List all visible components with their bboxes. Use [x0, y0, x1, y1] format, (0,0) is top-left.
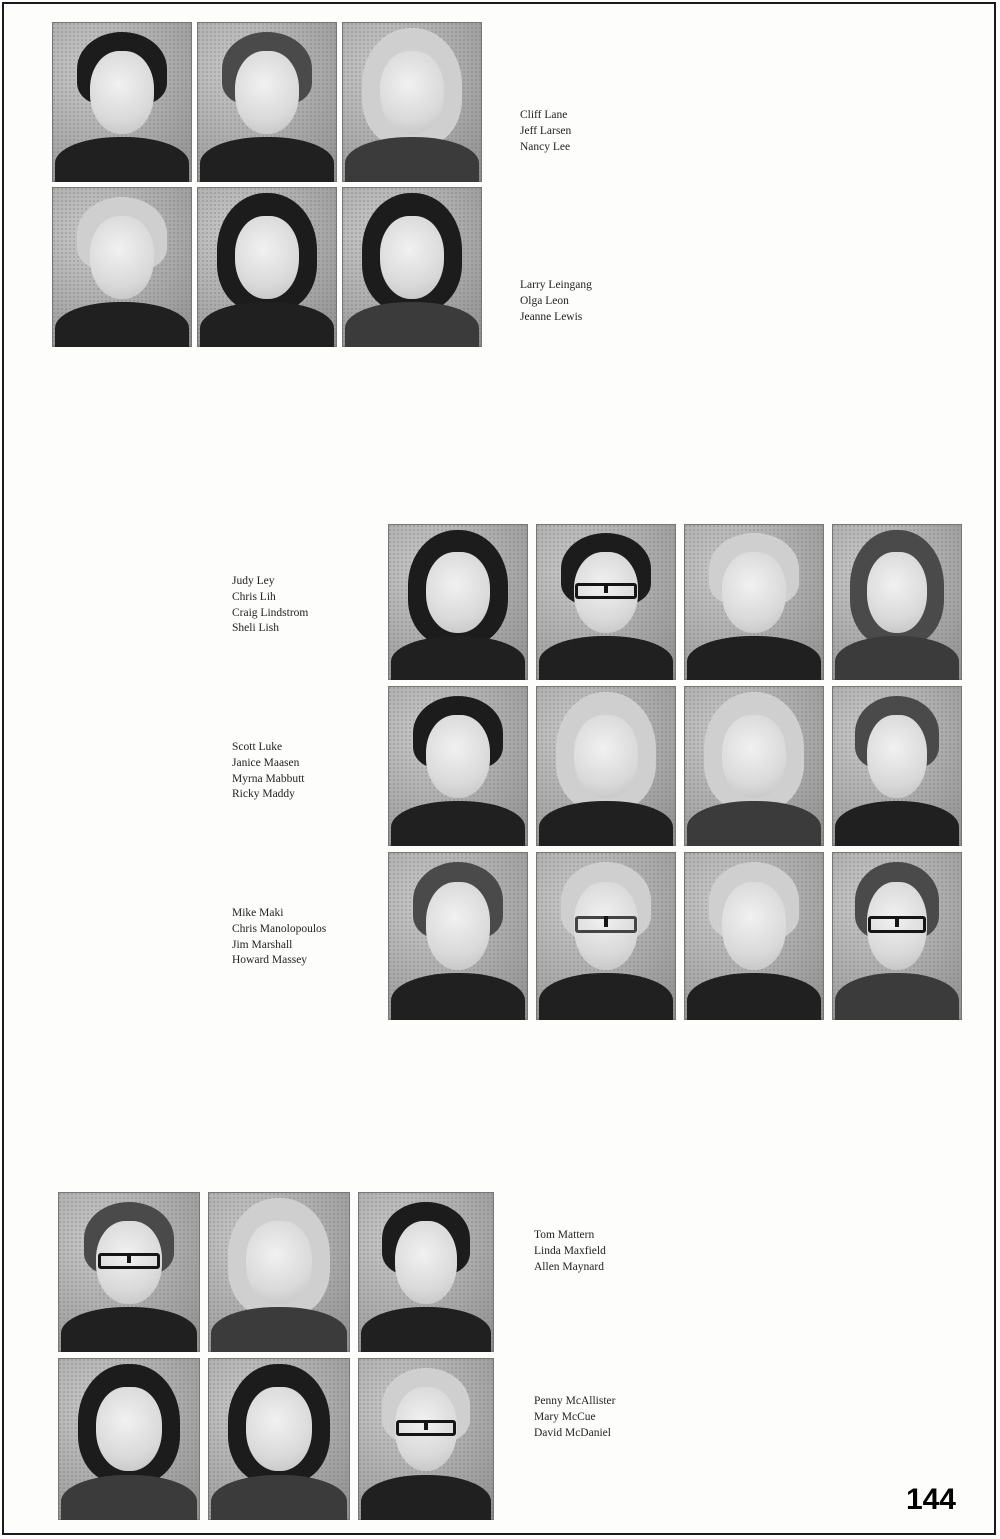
student-name: Larry Leingang: [520, 279, 592, 291]
student-name: Jeanne Lewis: [520, 310, 583, 323]
names-group-1-row-2: [520, 278, 592, 325]
portrait-howard-massey: [832, 852, 962, 1020]
portrait-olga-leon: [197, 187, 337, 347]
student-name: Tom Mattern: [534, 1229, 595, 1241]
student-name: David McDaniel: [534, 1426, 611, 1439]
portrait-grid-1: [52, 22, 482, 347]
student-name: Olga Leon: [520, 294, 569, 307]
student-name: Craig Lindstrom: [232, 606, 309, 619]
student-name: Jeff Larsen: [520, 124, 572, 137]
names-group-2-row-3: [232, 906, 326, 969]
student-name: Cliff Lane: [520, 109, 568, 121]
student-name: Penny McAllister: [534, 1395, 616, 1407]
student-name: Ricky Maddy: [232, 788, 295, 801]
portrait-grid-2: [388, 524, 962, 1020]
portrait-penny-mcallister: [58, 1358, 200, 1520]
names-group-2-row-1: [232, 574, 308, 637]
page-number: 144: [905, 1483, 956, 1516]
portrait-sheli-lish: [832, 524, 962, 680]
student-name: Linda Maxfield: [534, 1244, 606, 1257]
portrait-tom-mattern: [58, 1192, 200, 1352]
student-name: Howard Massey: [232, 954, 308, 967]
portrait-cliff-lane: [52, 22, 192, 182]
student-name: Nancy Lee: [520, 140, 571, 153]
portrait-linda-maxfield: [208, 1192, 350, 1352]
portrait-scott-luke: [388, 686, 528, 846]
portrait-nancy-lee: [342, 22, 482, 182]
student-name: Mary McCue: [534, 1410, 596, 1423]
portrait-larry-leingang: [52, 187, 192, 347]
names-group-1-row-1: [520, 108, 571, 155]
portrait-chris-lih: [536, 524, 676, 680]
student-name: Chris Manolopoulos: [232, 922, 327, 935]
portrait-david-mcdaniel: [358, 1358, 494, 1520]
student-name: Judy Ley: [232, 575, 275, 587]
names-group-3-row-1: [534, 1228, 606, 1275]
portrait-jeff-larsen: [197, 22, 337, 182]
student-name: Jim Marshall: [232, 938, 293, 951]
names-group-2-row-2: [232, 740, 305, 803]
portrait-janice-maasen: [536, 686, 676, 846]
portrait-mike-maki: [388, 852, 528, 1020]
names-group-3-row-2: [534, 1394, 615, 1441]
student-name: Myrna Mabbutt: [232, 772, 305, 785]
portrait-ricky-maddy: [832, 686, 962, 846]
student-name: Allen Maynard: [534, 1260, 604, 1273]
portrait-jeanne-lewis: [342, 187, 482, 347]
portrait-mary-mccue: [208, 1358, 350, 1520]
portrait-allen-maynard: [358, 1192, 494, 1352]
yearbook-page: [2, 2, 996, 1535]
portrait-craig-lindstrom: [684, 524, 824, 680]
portrait-myrna-mabbutt: [684, 686, 824, 846]
student-name: Mike Maki: [232, 907, 284, 919]
portrait-chris-manolopoulos: [536, 852, 676, 1020]
portrait-grid-3: [58, 1192, 494, 1520]
portrait-judy-ley: [388, 524, 528, 680]
student-name: Scott Luke: [232, 741, 283, 753]
student-name: Sheli Lish: [232, 622, 279, 635]
portrait-jim-marshall: [684, 852, 824, 1020]
student-name: Chris Lih: [232, 590, 276, 603]
student-name: Janice Maasen: [232, 756, 300, 769]
